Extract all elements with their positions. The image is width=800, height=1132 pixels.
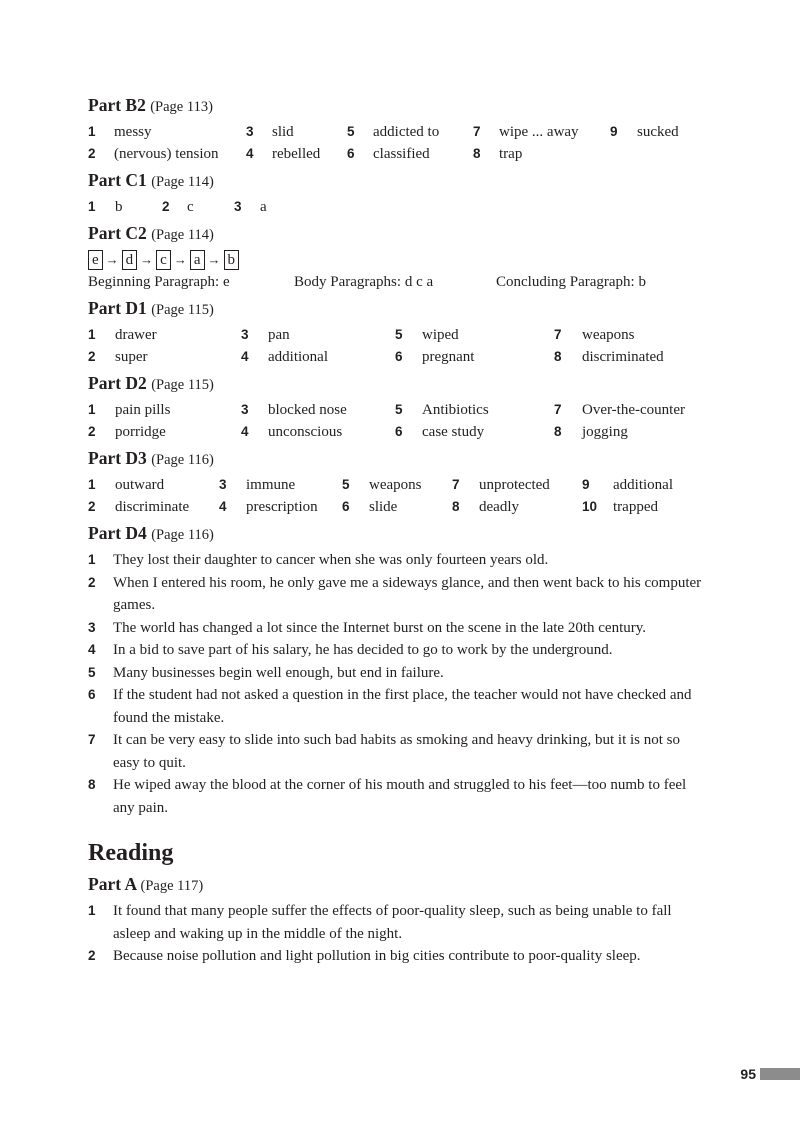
- answer-number: 1: [88, 199, 96, 214]
- answer-text: pain pills: [115, 402, 171, 418]
- answer-text: additional: [613, 477, 673, 493]
- answer-item: [610, 121, 679, 143]
- answer-text: case study: [422, 424, 485, 440]
- sentence-text: It can be very easy to slide into such bad habits as smoking and heavy drinking, but it is not so easy to quit.: [113, 732, 680, 771]
- answer-text: porridge: [115, 424, 166, 440]
- part-d2-title: Part D2: [88, 373, 147, 393]
- answer-item: [88, 324, 157, 346]
- answer-number: 7: [452, 477, 460, 492]
- answer-item: [241, 421, 343, 443]
- answer-item: [347, 121, 440, 143]
- answer-item: [241, 346, 328, 368]
- answer-text: pan: [268, 327, 290, 343]
- answer-key-page: [88, 94, 708, 968]
- sentence-text: If the student had not asked a question in the first place, the teacher would not have checked and found the mistake.: [113, 687, 692, 726]
- sentence-number: 3: [88, 619, 96, 635]
- sentence-number: 8: [88, 777, 96, 792]
- answer-number: 7: [554, 327, 562, 342]
- answer-text: discriminate: [115, 499, 190, 515]
- part-c1-heading: [88, 169, 708, 193]
- page-number: 95: [740, 1066, 756, 1082]
- answer-text: weapons: [582, 327, 635, 343]
- reading-part-a-heading: [88, 873, 708, 897]
- sentence-number: 4: [88, 642, 96, 657]
- part-d1-page-ref: (Page 115): [151, 302, 214, 318]
- answer-item: [395, 421, 485, 443]
- answer-text: addicted to: [373, 124, 440, 140]
- answer-number: 3: [241, 402, 249, 417]
- answer-text: additional: [268, 349, 328, 365]
- answer-item: [219, 474, 296, 496]
- answer-number: 8: [452, 499, 460, 514]
- answer-item: [582, 474, 673, 496]
- answer-number: 8: [554, 349, 562, 364]
- reading-part-a-title: Part A: [88, 874, 137, 894]
- answer-number: 8: [554, 424, 562, 439]
- part-d3-answers: [88, 474, 708, 518]
- sequence-box: c: [156, 250, 171, 270]
- sequence-box: a: [190, 250, 205, 270]
- beginning-paragraph: Beginning Paragraph: e: [88, 274, 230, 290]
- answer-item: [246, 143, 321, 165]
- part-d1-answers: [88, 324, 708, 368]
- answer-text: slide: [369, 499, 398, 515]
- answer-sentence: [88, 684, 708, 729]
- part-d4-sentences: [88, 549, 708, 819]
- answer-item: [554, 399, 685, 421]
- answer-text: trapped: [613, 499, 658, 515]
- answer-sentence: [88, 900, 708, 945]
- page-number-marker: [740, 1066, 800, 1082]
- sentence-number: 1: [88, 552, 96, 567]
- part-d2-answers: [88, 399, 708, 443]
- answer-text: wiped: [422, 327, 459, 343]
- answer-number: 5: [395, 327, 403, 342]
- reading-section-title: Reading: [88, 840, 174, 866]
- answer-number: 3: [234, 199, 242, 214]
- answer-text: sucked: [637, 124, 679, 140]
- answer-number: 9: [610, 124, 618, 139]
- sentence-number: 6: [88, 687, 96, 702]
- answer-item: [88, 399, 171, 421]
- answer-item: [554, 346, 664, 368]
- answer-number: 6: [395, 424, 403, 439]
- answer-item: [582, 496, 658, 518]
- answer-number: 4: [241, 424, 249, 439]
- answer-text: unprotected: [479, 477, 550, 493]
- arrow-right-icon: →: [173, 252, 187, 267]
- answer-number: 2: [88, 424, 96, 439]
- answer-sentence: [88, 639, 708, 662]
- answer-text: rebelled: [272, 146, 321, 162]
- sequence-box: d: [122, 250, 138, 270]
- answer-text: drawer: [115, 327, 157, 343]
- answer-number: 6: [395, 349, 403, 364]
- arrow-right-icon: →: [207, 252, 221, 267]
- answer-number: 2: [162, 199, 170, 214]
- answer-number: 1: [88, 477, 96, 492]
- answer-item: [473, 143, 523, 165]
- answer-text: deadly: [479, 499, 519, 515]
- answer-text: Over-the-counter: [582, 402, 685, 418]
- answer-number: 5: [395, 402, 403, 417]
- arrow-right-icon: →: [140, 252, 154, 267]
- sentence-number: 7: [88, 732, 96, 747]
- part-c1-title: Part C1: [88, 170, 147, 190]
- part-c1-answers: [88, 196, 708, 218]
- part-c2-page-ref: (Page 114): [151, 227, 214, 243]
- answer-number: 3: [219, 477, 227, 492]
- answer-item: [554, 421, 628, 443]
- answer-text: trap: [499, 146, 523, 162]
- part-d4-page-ref: (Page 116): [151, 527, 214, 543]
- answer-number: 4: [246, 146, 254, 161]
- answer-text: Antibiotics: [422, 402, 489, 418]
- part-b2-page-ref: (Page 113): [150, 99, 213, 115]
- part-b2-heading: [88, 94, 708, 118]
- part-c1-page-ref: (Page 114): [151, 174, 214, 190]
- sentence-text: When I entered his room, he only gave me a sideways glance, and then went back to his computer games.: [113, 574, 702, 613]
- sentence-text: The world has changed a lot since the Internet burst on the scene in the late 20th century.: [113, 619, 647, 636]
- reading-part-a-sentences: [88, 900, 708, 968]
- answer-number: 2: [88, 499, 96, 514]
- answer-number: 1: [88, 124, 96, 139]
- sentence-text: He wiped away the blood at the corner of his mouth and struggled to his feet—too numb to feel any pain.: [113, 777, 687, 816]
- answer-row: [88, 346, 708, 368]
- sentence-number: 2: [88, 948, 96, 963]
- answer-item: [554, 324, 635, 346]
- answer-text: blocked nose: [268, 402, 347, 418]
- answer-number: 1: [88, 327, 96, 342]
- answer-text: wipe ... away: [499, 124, 579, 140]
- answer-item: [88, 143, 219, 165]
- part-b2-title: Part B2: [88, 95, 146, 115]
- answer-sentence: [88, 662, 708, 685]
- answer-item: [452, 474, 550, 496]
- answer-text: jogging: [582, 424, 628, 440]
- answer-sentence: [88, 774, 708, 819]
- part-d3-page-ref: (Page 116): [151, 452, 214, 468]
- answer-item: [241, 324, 290, 346]
- answer-number: 1: [88, 402, 96, 417]
- answer-item: [88, 346, 148, 368]
- body-paragraphs: Body Paragraphs: d c a: [294, 274, 434, 290]
- answer-text: slid: [272, 124, 294, 140]
- answer-number: 6: [342, 499, 350, 514]
- answer-row: [88, 421, 708, 443]
- answer-text: weapons: [369, 477, 422, 493]
- sentence-text: Because noise pollution and light pollution in big cities contribute to poor-quality sleep.: [113, 948, 641, 964]
- answer-item: [234, 196, 267, 218]
- answer-row: [88, 324, 708, 346]
- answer-number: 2: [88, 349, 96, 364]
- part-d4-heading: [88, 522, 708, 546]
- answer-text: pregnant: [422, 349, 475, 365]
- answer-sentence: [88, 729, 708, 774]
- answer-item: [219, 496, 318, 518]
- part-d2-heading: [88, 372, 708, 396]
- answer-row: [88, 121, 708, 143]
- answer-number: 3: [241, 327, 249, 342]
- answer-item: [342, 474, 422, 496]
- sentence-text: Many businesses begin well enough, but end in failure.: [113, 664, 444, 681]
- answer-row: [88, 399, 708, 421]
- sequence-box: b: [224, 250, 240, 270]
- answer-row: [88, 474, 708, 496]
- answer-text: discriminated: [582, 349, 664, 365]
- answer-item: [342, 496, 398, 518]
- answer-item: [162, 196, 194, 218]
- page-number-bar: [760, 1068, 800, 1080]
- answer-item: [473, 121, 579, 143]
- part-d4-title: Part D4: [88, 523, 147, 543]
- answer-item: [395, 324, 459, 346]
- sequence-box: e: [88, 250, 103, 270]
- answer-number: 3: [246, 124, 254, 139]
- answer-number: 9: [582, 477, 590, 492]
- answer-row: [88, 143, 708, 165]
- part-d1-heading: [88, 297, 708, 321]
- reading-part-a-page-ref: (Page 117): [140, 878, 204, 894]
- answer-text: b: [115, 199, 123, 215]
- answer-text: messy: [114, 124, 152, 140]
- answer-number: 7: [473, 124, 481, 139]
- sentence-text: In a bid to save part of his salary, he has decided to go to work by the underground.: [113, 642, 613, 658]
- answer-item: [88, 474, 165, 496]
- answer-text: outward: [115, 477, 165, 493]
- answer-number: 4: [219, 499, 227, 514]
- answer-number: 5: [342, 477, 350, 492]
- answer-item: [395, 346, 475, 368]
- answer-text: classified: [373, 146, 430, 162]
- answer-item: [88, 196, 123, 218]
- answer-item: [88, 496, 190, 518]
- answer-item: [347, 143, 430, 165]
- answer-number: 4: [241, 349, 249, 364]
- part-d2-page-ref: (Page 115): [151, 377, 214, 393]
- answer-item: [452, 496, 519, 518]
- sentence-number: 5: [88, 664, 96, 680]
- arrow-right-icon: →: [105, 252, 119, 267]
- answer-text: prescription: [246, 499, 318, 515]
- sentence-number: 1: [88, 903, 96, 918]
- part-c2-title: Part C2: [88, 223, 147, 243]
- part-d3-heading: [88, 447, 708, 471]
- answer-number: 8: [473, 146, 481, 161]
- answer-item: [88, 121, 152, 143]
- part-d3-title: Part D3: [88, 448, 147, 468]
- part-b2-answers: [88, 121, 708, 165]
- part-d1-title: Part D1: [88, 298, 147, 318]
- sentence-text: It found that many people suffer the effects of poor-quality sleep, such as being unable to fall asleep and waking up in the middle of the night.: [113, 903, 672, 942]
- answer-text: c: [187, 199, 194, 215]
- answer-row: [88, 196, 708, 218]
- answer-item: [395, 399, 489, 421]
- sentence-number: 2: [88, 574, 96, 590]
- answer-item: [246, 121, 294, 143]
- answer-sentence: [88, 617, 708, 640]
- answer-number: 2: [88, 146, 96, 161]
- part-c2-heading: [88, 222, 708, 246]
- answer-number: 7: [554, 402, 562, 417]
- answer-number: 6: [347, 146, 355, 161]
- paragraph-order-sequence: [88, 249, 708, 271]
- sentence-text: They lost their daughter to cancer when she was only fourteen years old.: [113, 552, 549, 568]
- answer-text: (nervous) tension: [114, 146, 219, 162]
- answer-item: [241, 399, 347, 421]
- answer-sentence: [88, 549, 708, 572]
- answer-sentence: [88, 572, 708, 617]
- answer-text: a: [260, 199, 267, 215]
- answer-item: [88, 421, 166, 443]
- answer-sentence: [88, 945, 708, 968]
- answer-number: 5: [347, 124, 355, 139]
- answer-text: immune: [246, 477, 296, 493]
- answer-number: 10: [582, 499, 598, 514]
- answer-row: [88, 496, 708, 518]
- concluding-paragraph: Concluding Paragraph: b: [496, 274, 646, 290]
- answer-text: super: [115, 349, 148, 365]
- answer-text: unconscious: [268, 424, 343, 440]
- paragraph-order-summary: [88, 271, 708, 293]
